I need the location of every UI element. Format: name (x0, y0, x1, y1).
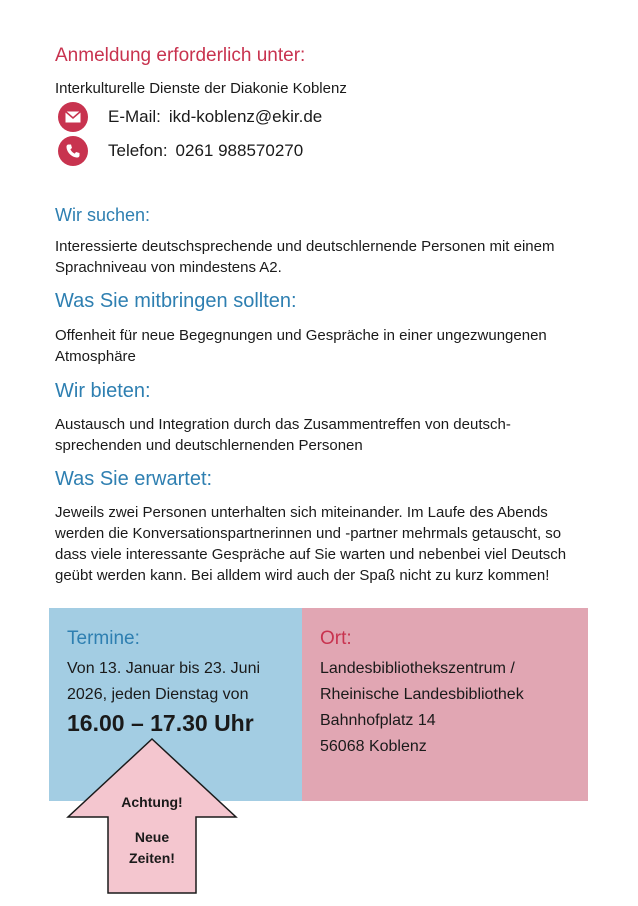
registration-heading: Anmeldung erforderlich unter: (55, 45, 306, 66)
text-line: Sprachniveau von mindestens A2. (55, 259, 282, 276)
address-line: 56068 Koblenz (320, 738, 427, 755)
dates-heading: Termine: (67, 628, 140, 649)
location-address (320, 656, 524, 760)
notice-attention: Achtung! (121, 794, 183, 810)
phone-label: Telefon: (108, 141, 168, 160)
section-text-mitbringen (55, 325, 547, 367)
section-text-wir-suchen (55, 236, 554, 278)
time-range: 16.00 – 17.30 Uhr (67, 710, 254, 736)
phone-number[interactable]: 0261 988570270 (175, 141, 304, 160)
address-line: Landesbibliothekszentrum / (320, 660, 515, 677)
email-link[interactable]: ikd-koblenz@ekir.de (168, 107, 323, 126)
phone-row (58, 136, 303, 166)
notice-new: Neue (134, 829, 170, 845)
section-heading-mitbringen: Was Sie mitbringen sollten: (55, 290, 297, 312)
section-text-erwartet (55, 502, 566, 586)
section-heading-erwartet: Was Sie erwartet: (55, 468, 213, 490)
phone-icon (58, 136, 88, 166)
text-line: geübt werden kann. Bei alldem wird auch der Spaß nicht zu kurz kommen! (55, 567, 550, 584)
notice-times: Zeiten! (129, 850, 175, 866)
location-heading: Ort: (320, 628, 352, 649)
text-line: werden die Konversationspartnerinnen und -partner mehrmals getauscht, so (55, 525, 562, 542)
text-line: dass viele interessante Gespräche auf Sie warten und nebenbei viel Deutsch (55, 546, 567, 563)
address-line: Rheinische Landesbibliothek (320, 686, 524, 703)
text-line: sprechenden und deutschlernenden Personen (55, 437, 363, 454)
envelope-icon (58, 102, 88, 132)
section-heading-wir-suchen: Wir suchen: (55, 205, 151, 225)
address-line: Bahnhofplatz 14 (320, 712, 436, 729)
arrow-up-icon (66, 737, 238, 895)
text-line: Offenheit für neue Begegnungen und Gespräche in einer ungezwungenen (55, 327, 547, 344)
dates-line: 2026, jeden Dienstag von (67, 686, 249, 703)
section-text-wir-bieten (55, 414, 511, 456)
dates-text (67, 656, 260, 708)
text-line: Interessierte deutschsprechende und deutschlernende Personen mit einem (55, 238, 555, 255)
organization-name: Interkulturelle Dienste der Diakonie Koblenz (55, 80, 347, 97)
notice-arrow (66, 737, 238, 895)
text-line: Atmosphäre (55, 348, 136, 365)
text-line: Austausch und Integration durch das Zusammentreffen von deutsch- (55, 416, 511, 433)
location-box (302, 608, 588, 801)
dates-line: Von 13. Januar bis 23. Juni (67, 660, 261, 677)
email-row (58, 102, 322, 132)
section-heading-wir-bieten: Wir bieten: (55, 380, 151, 402)
text-line: Jeweils zwei Personen unterhalten sich miteinander. Im Laufe des Abends (55, 504, 548, 521)
email-label: E-Mail: (108, 107, 161, 126)
